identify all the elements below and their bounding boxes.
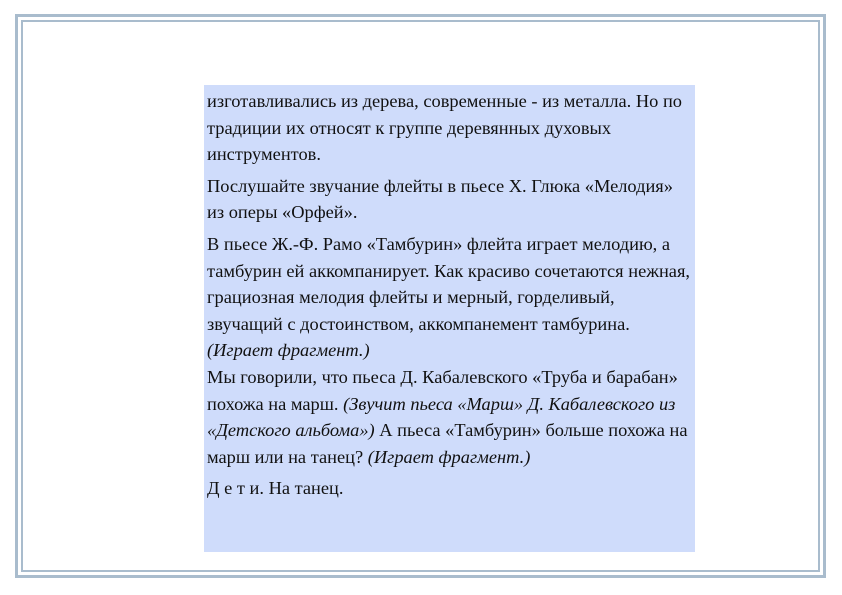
paragraph-rameau [207,231,691,364]
text-run: Мы говорили, что пьеса Д. Кабалевского «Труба и барабан» похожа на марш. [207,366,678,414]
text-run: А пьеса «Тамбурин» больше похожа на марш или на танец? [207,420,688,467]
text-box [204,85,695,552]
text-run: В пьесе Ж.-Ф. Рамо «Тамбурин» флейта играет мелодию, а тамбурин ей аккомпанирует. Как красиво сочетаются нежная, грациозная мелодия флейты и мерный, горделивый, звучащий с достоинством, аккомпанемент тамбурина. [207,233,691,334]
text-run: изготавливались из дерева, современные - из металла. Но по традиции их относят к группе деревянных духовых инструментов. [207,91,682,165]
paragraph-gluck [207,173,691,226]
text-run: Послушайте звучание флейты в пьесе Х. Глюка «Мелодия» из оперы «Орфей». [207,175,673,223]
stage-direction: (Звучит пьеса «Марш» Д. Кабалевского из «Детского альбома») [207,393,676,441]
paragraph-children-answer [207,475,691,502]
stage-direction: (Играет фрагмент.) [367,446,531,467]
paragraph-intro [207,88,691,168]
text-run: Д е т и. На танец. [207,478,344,499]
stage-direction: (Играет фрагмент.) [207,340,370,361]
paragraph-kabalevsky [207,364,691,470]
